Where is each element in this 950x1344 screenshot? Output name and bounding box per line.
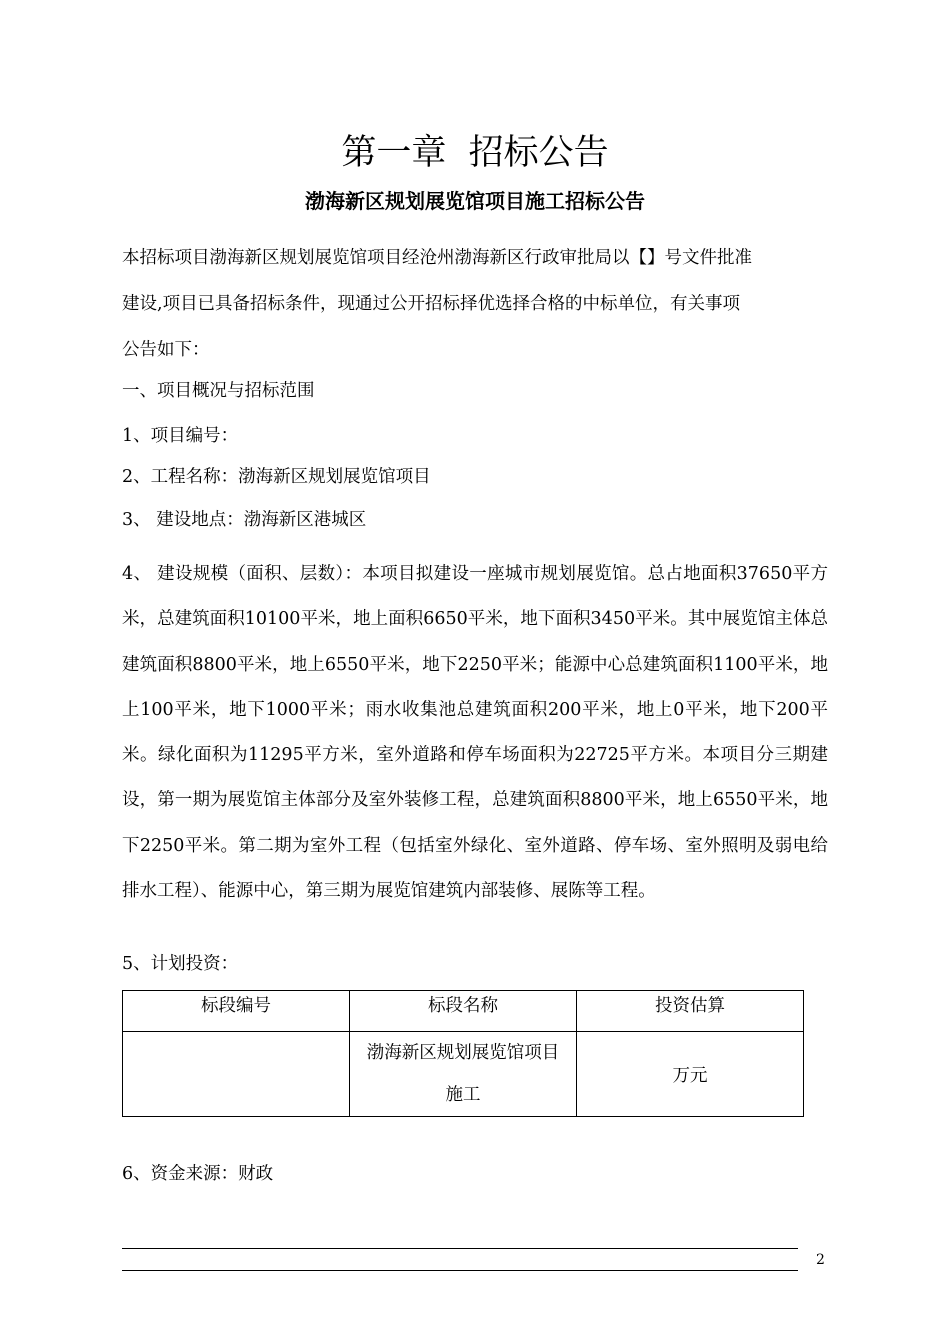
item-investment-label: 5、计划投资： [122, 954, 239, 974]
item-fund-source: 6、资金来源：财政 [122, 1164, 274, 1184]
investment-table [122, 990, 804, 1117]
item-project-number: 1、项目编号： [122, 426, 239, 446]
chapter-title: 第一章 招标公告 [341, 133, 609, 173]
cell-lot-number [123, 1032, 350, 1117]
header-estimate: 投资估算 [577, 991, 804, 1032]
table-header-row [123, 991, 804, 1032]
item-project-name: 2、工程名称：渤海新区规划展览馆项目 [122, 467, 431, 487]
intro-line-2: 建设,项目已具备招标条件，现通过公开招标择优选择合格的中标单位，有关事项 [122, 294, 741, 314]
intro-line-3: 公告如下： [122, 340, 210, 360]
intro-line-1: 本招标项目渤海新区规划展览馆项目经沧州渤海新区行政审批局以【】号文件批准 [122, 248, 752, 268]
header-lot-name: 标段名称 [350, 991, 577, 1032]
header-lot-number: 标段编号 [123, 991, 350, 1032]
item-location: 3、 建设地点：渤海新区港城区 [122, 510, 367, 530]
page-number: 2 [816, 1252, 825, 1268]
announcement-title: 渤海新区规划展览馆项目施工招标公告 [305, 189, 645, 213]
cell-estimate: 万元 [577, 1032, 804, 1117]
cell-lot-name [350, 1032, 577, 1117]
footer-rule-top [122, 1248, 798, 1249]
section-heading: 一、项目概况与招标范围 [122, 381, 315, 401]
cell-lot-name-text: 渤海新区规划展览馆项目施工 [366, 1043, 560, 1105]
item-scale-paragraph: 4、 建设规模（面积、层数）：本项目拟建设一座城市规划展览馆。总占地面积37650平方米，总建筑面积10100平米，地上面积6650平米，地下面积3450平米。其中展览馆主体总建筑面积8800平米，地上6550平米，地下2250平米；能源中心总建筑面积1100平米，地上100平米，地下1000平米；雨水收集池总建筑面积200平米，地上0平米，地下200平米。绿化面积为11295平方米，室外道路和停车场面积为22725平方米。本项目分三期建设，第一期为展览馆主体部分及室外装修工程，总建筑面积8800平米，地上6550平米，地下2250平米。第二期为室外工程（包括室外绿化、室外道路、停车场、室外照明及弱电给排水工程）、能源中心，第三期为展览馆建筑内部装修、展陈等工程。 [122, 564, 828, 902]
table-row [123, 1032, 804, 1117]
footer-rule-bottom [122, 1270, 798, 1271]
